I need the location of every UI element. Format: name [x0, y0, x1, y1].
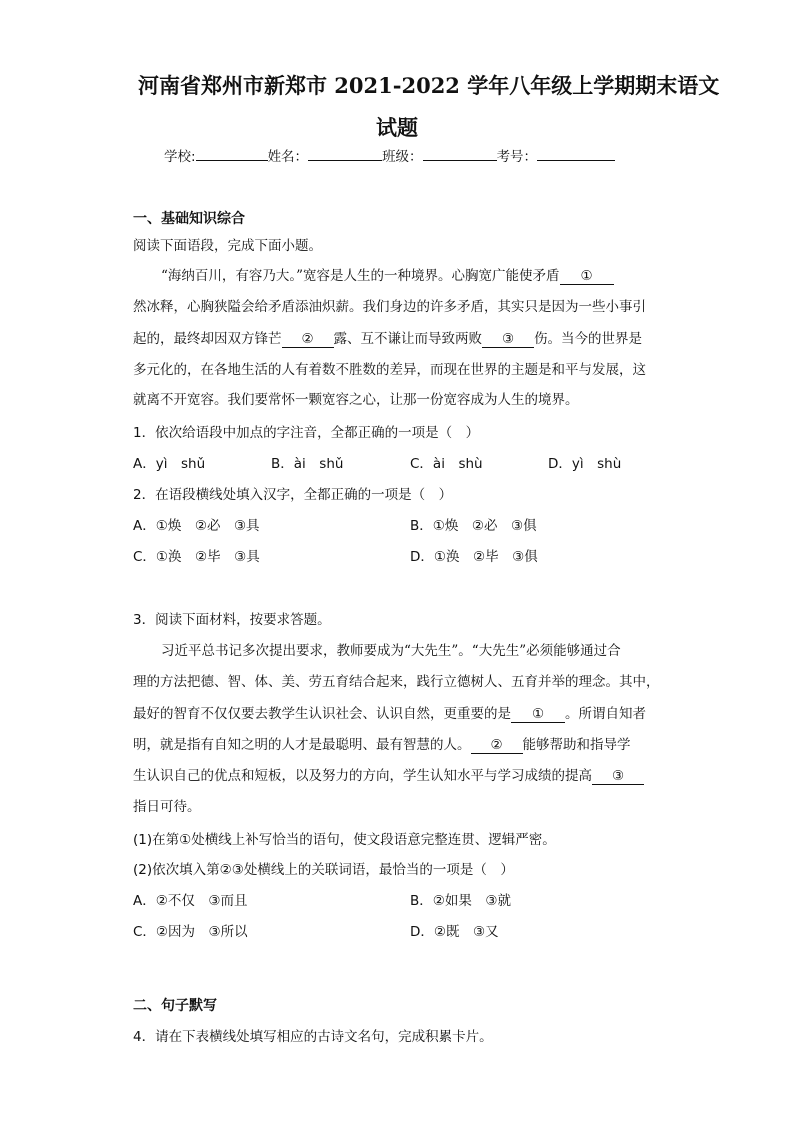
question-3-stem: 3．阅读下面材料，按要求答题。 [133, 612, 331, 628]
title-line-1: 河南省郑州市新郑市 2021-2022 学年八年级上学期期末语文 [138, 73, 720, 98]
q1-option-d[interactable]: D．yì shù [548, 456, 622, 472]
section-1-intro: 阅读下面语段，完成下面小题。 [133, 238, 322, 254]
section-1-heading: 一、基础知识综合 [133, 211, 245, 227]
q2-option-d[interactable]: D．①涣 ②毕 ③俱 [410, 549, 538, 565]
passage-1-line-2: 然冰释，心胸狭隘会给矛盾添油炽薪。我们身边的许多矛盾，其实只是因为一些小事引 [133, 299, 646, 315]
question-1-stem: 1．依次给语段中加点的字注音，全都正确的一项是（ ） [133, 425, 480, 441]
q3-option-d[interactable]: D．②既 ③又 [410, 924, 499, 940]
passage-text: 明，就是指有自知之明的人才是最聪明、最有智慧的人。 [133, 737, 471, 753]
question-2-stem: 2．在语段横线处填入汉字，全都正确的一项是（ ） [133, 487, 453, 503]
passage-text: 伤。当今的世界是 [534, 331, 642, 347]
q3-passage-line-3 [133, 702, 646, 723]
id-label: 考号： [496, 149, 538, 165]
blank-3[interactable]: ③ [482, 331, 534, 348]
student-info-row [164, 145, 615, 165]
q3-option-b[interactable]: B．②如果 ③就 [410, 893, 511, 909]
class-label: 班级： [382, 149, 423, 165]
passage-text: 起的，最终却因双方锋芒 [133, 331, 282, 347]
q1-option-b[interactable]: B．ài shǔ [271, 456, 344, 472]
school-field[interactable] [196, 146, 268, 161]
q3-option-a[interactable]: A．②不仅 ③而且 [133, 893, 248, 909]
id-field[interactable] [537, 146, 615, 161]
q3-sub-2: (2)依次填入第②③处横线上的关联词语，最恰当的一项是（ ） [133, 862, 514, 878]
q1-option-a[interactable]: A．yì shǔ [133, 456, 206, 472]
q3-blank-3[interactable]: ③ [592, 768, 644, 785]
q2-option-a[interactable]: A．①焕 ②必 ③具 [133, 518, 260, 534]
school-label: 学校: [164, 149, 196, 165]
passage-text: “海纳百川，有容乃大。”宽容是人生的一种境界。心胸宽广能使矛盾 [161, 268, 560, 284]
class-field[interactable] [423, 146, 497, 161]
passage-text: 。所谓自知者 [565, 706, 646, 722]
section-2-heading: 二、句子默写 [133, 998, 217, 1014]
q3-passage-line-6: 指日可待。 [133, 799, 201, 815]
passage-1-line-5: 就离不开宽容。我们要常怀一颗宽容之心，让那一份宽容成为人生的境界。 [133, 392, 579, 408]
q3-passage-line-5 [133, 764, 644, 785]
name-label: 姓名： [267, 149, 309, 165]
q2-option-c[interactable]: C．①涣 ②毕 ③具 [133, 549, 260, 565]
question-4-stem: 4．请在下表横线处填写相应的古诗文名句，完成积累卡片。 [133, 1029, 493, 1045]
q3-passage-line-1: 习近平总书记多次提出要求，教师要成为“大先生”。“大先生”必须能够通过合 [161, 643, 621, 659]
q3-option-c[interactable]: C．②因为 ③所以 [133, 924, 248, 940]
q2-option-b[interactable]: B．①焕 ②必 ③俱 [410, 518, 537, 534]
q3-passage-line-2: 理的方法把德、智、体、美、劳五育结合起来，践行立德树人、五育并举的理念。其中， [133, 674, 660, 690]
passage-1-line-4: 多元化的，在各地生活的人有着数不胜数的差异，而现在世界的主题是和平与发展，这 [133, 362, 646, 378]
passage-text: 最好的智育不仅仅要去教学生认识社会、认识自然，更重要的是 [133, 706, 511, 722]
passage-text: 露、互不谦让而导致两败 [333, 331, 482, 347]
q1-option-c[interactable]: C．ài shù [410, 456, 483, 472]
q3-blank-1[interactable]: ① [511, 706, 565, 723]
q3-blank-2[interactable]: ② [471, 737, 523, 754]
blank-1[interactable]: ① [560, 268, 614, 285]
passage-text: 生认识自己的优点和短板，以及努力的方向，学生认知水平与学习成绩的提高 [133, 768, 592, 784]
passage-text: 能够帮助和指导学 [522, 737, 631, 753]
passage-1-line-1 [161, 264, 614, 285]
name-field[interactable] [308, 146, 382, 161]
q3-passage-line-4 [133, 733, 631, 754]
passage-1-line-3 [133, 327, 642, 348]
q3-sub-1: (1)在第①处横线上补写恰当的语句，使文段语意完整连贯、逻辑严密。 [133, 832, 556, 848]
blank-2[interactable]: ② [282, 331, 334, 348]
title-line-2: 试题 [376, 115, 418, 140]
